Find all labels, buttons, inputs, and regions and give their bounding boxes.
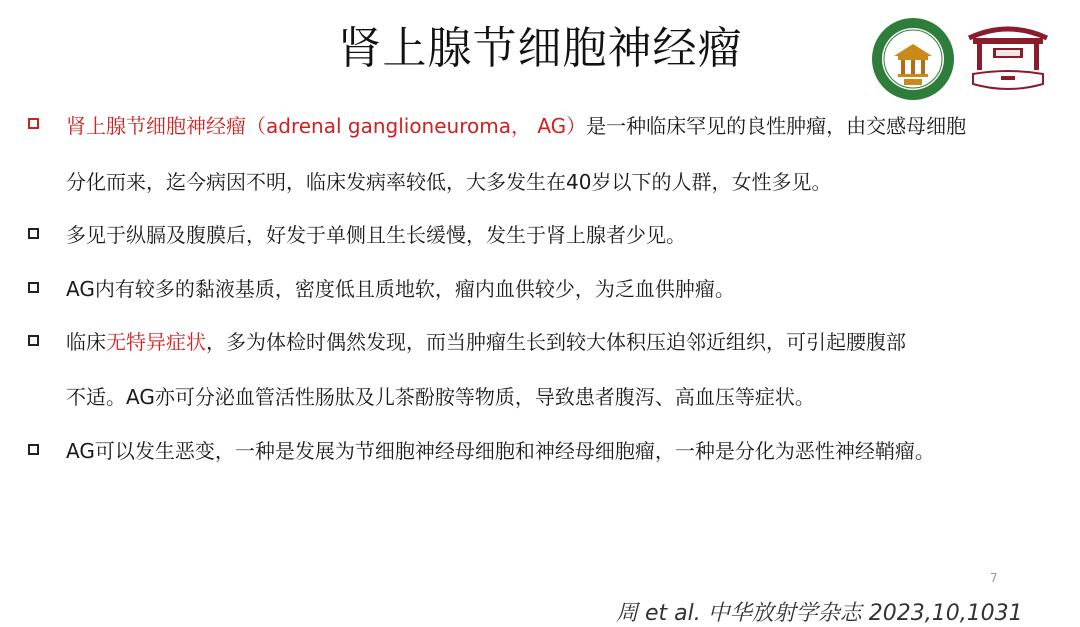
- bullet-line: 不适。AG亦可分泌血管活性肠肽及儿茶酚胺等物质，导致患者腹泻、高血压等症状。: [66, 385, 815, 409]
- bullet-square-icon: [28, 228, 39, 239]
- bullet-text: AG内有较多的黏液基质，密度低且质地软，瘤内血供较少，为乏血供肿瘤。: [66, 277, 735, 301]
- bullet-text: 临床: [66, 330, 106, 354]
- bullet-square-icon: [28, 282, 39, 293]
- bullet-square-icon: [28, 118, 39, 129]
- bullet-text: 多见于纵膈及腹膜后，好发于单侧且生长缓慢，发生于肾上腺者少见。: [66, 223, 686, 247]
- bullet-text: ，多为体检时偶然发现，而当肿瘤生长到较大体积压迫邻近组织，可引起腰腹部: [206, 330, 906, 354]
- bullet-square-icon: [28, 444, 39, 455]
- bullet-text: 是一种临床罕见的良性肿瘤，由交感母细胞: [586, 114, 967, 138]
- university-seal-logo: [870, 16, 956, 102]
- bullet-line: [66, 328, 906, 356]
- highlight-text: 无特异症状: [106, 330, 206, 354]
- highlight-text: 肾上腺节细胞神经瘤（adrenal ganglioneuroma， AG）: [66, 114, 587, 138]
- bullet-square-icon: [28, 335, 39, 346]
- page-number: 7: [990, 571, 998, 585]
- hospital-gate-logo: [963, 18, 1053, 98]
- slide-title: 肾上腺节细胞神经瘤: [337, 23, 743, 74]
- bullet-line: 分化而来，迄今病因不明，临床发病率较低，大多发生在40岁以下的人群，女性多见。: [66, 170, 832, 194]
- bullet-text: AG可以发生恶变，一种是发展为节细胞神经母细胞和神经母细胞瘤，一种是分化为恶性神经鞘瘤。: [66, 439, 935, 463]
- bullet-line: [66, 112, 966, 140]
- citation-footer: 周 et al. 中华放射学杂志 2023,10,1031: [616, 601, 1023, 626]
